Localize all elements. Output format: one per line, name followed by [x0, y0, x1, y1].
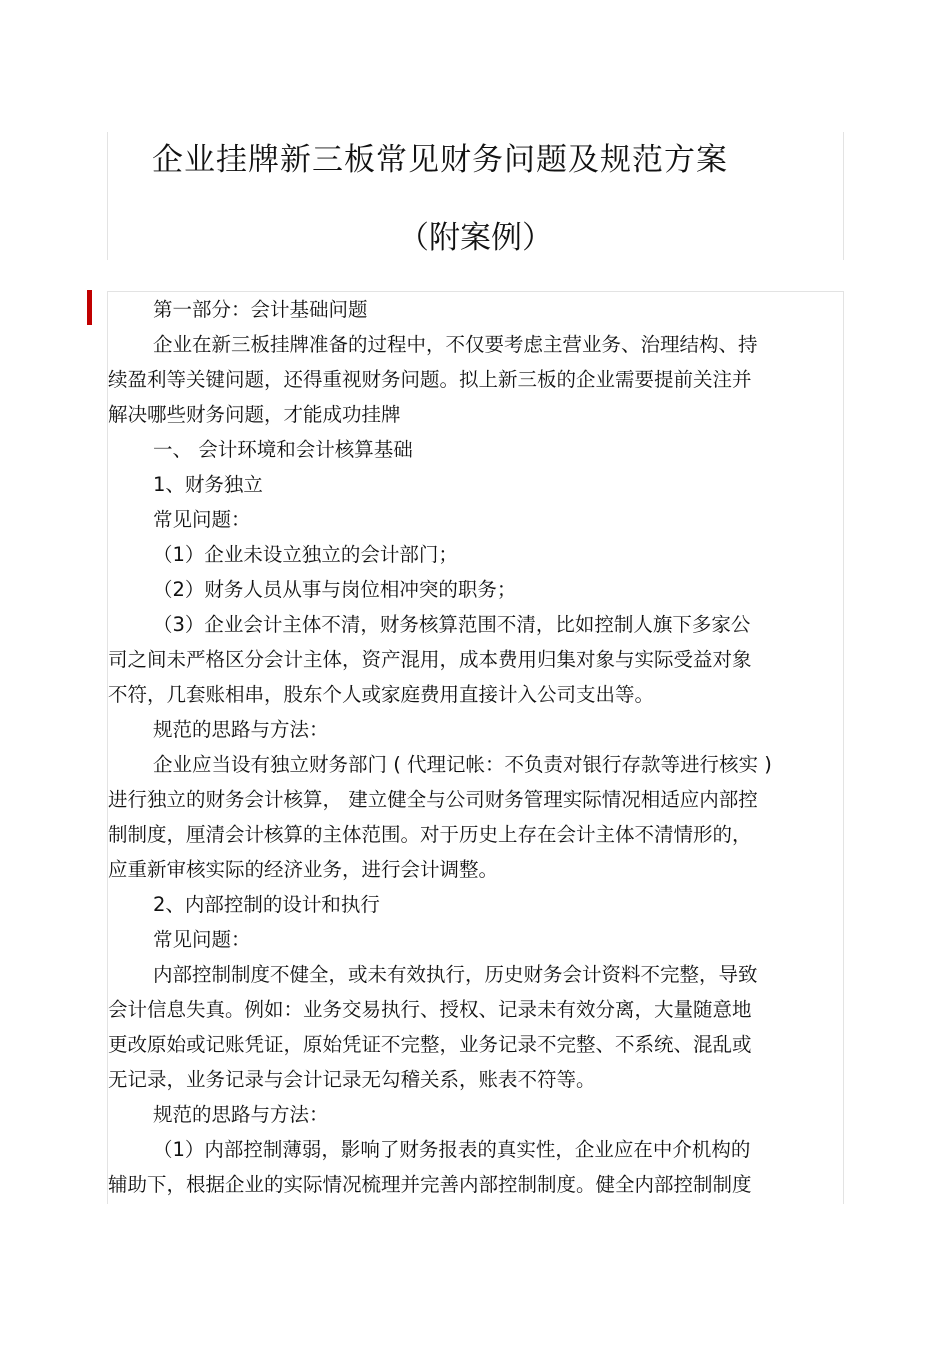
paragraph-line: 制制度，厘清会计核算的主体范围。对于历史上存在会计主体不清情形的， — [108, 823, 752, 846]
document-subtitle: （附案例） — [398, 220, 553, 256]
label-line: 规范的思路与方法： — [153, 1103, 329, 1126]
paragraph-line: 无记录，业务记录与会计记录无勾稽关系，账表不符等。 — [108, 1068, 596, 1091]
label-line: 常见问题： — [153, 928, 251, 951]
paragraph-line: 司之间未严格区分会计主体，资产混用，成本费用归集对象与实际受益对象 — [108, 648, 752, 671]
paragraph-line: 应重新审核实际的经济业务，进行会计调整。 — [108, 858, 499, 881]
paragraph-line: 进行独立的财务会计核算， 建立健全与公司财务管理实际情况相适应内部控 — [108, 788, 758, 811]
item-heading: 2、内部控制的设计和执行 — [153, 893, 380, 916]
list-item: （1）内部控制薄弱，影响了财务报表的真实性，企业应在中介机构的 — [153, 1138, 751, 1161]
section-marker — [87, 290, 92, 325]
label-line: 常见问题： — [153, 508, 251, 531]
paragraph-line: 会计信息失真。例如：业务交易执行、授权、记录未有效分离，大量随意地 — [108, 998, 752, 1021]
list-item: （3）企业会计主体不清，财务核算范围不清，比如控制人旗下多家公 — [153, 613, 751, 636]
list-item: （1）企业未设立独立的会计部门； — [153, 543, 458, 566]
label-line: 规范的思路与方法： — [153, 718, 329, 741]
list-item: （2）财务人员从事与岗位相冲突的职务； — [153, 578, 517, 601]
paragraph-line: 续盈利等关键问题，还得重视财务问题。拟上新三板的企业需要提前关注并 — [108, 368, 752, 391]
paragraph-line: 内部控制制度不健全，或未有效执行，历史财务会计资料不完整，导致 — [153, 963, 758, 986]
paragraph-line: 企业应当设有独立财务部门 ( 代理记帐：不负责对银行存款等进行核实 ) — [153, 753, 772, 776]
subsection-heading: 一、 会计环境和会计核算基础 — [153, 438, 413, 461]
paragraph-line: 不符，几套账相串，股东个人或家庭费用直接计入公司支出等。 — [108, 683, 655, 706]
paragraph-line: 企业在新三板挂牌准备的过程中，不仅要考虑主营业务、治理结构、持 — [153, 333, 758, 356]
item-heading: 1、财务独立 — [153, 473, 263, 496]
paragraph-line: 辅助下，根据企业的实际情况梳理并完善内部控制制度。健全内部控制制度 — [108, 1173, 752, 1196]
paragraph-line: 解决哪些财务问题，才能成功挂牌 — [108, 403, 401, 426]
paragraph-line: 更改原始或记账凭证，原始凭证不完整，业务记录不完整、不系统、混乱或 — [108, 1033, 752, 1056]
document-title: 企业挂牌新三板常见财务问题及规范方案 — [152, 142, 728, 178]
section-heading: 第一部分：会计基础问题 — [153, 298, 368, 321]
